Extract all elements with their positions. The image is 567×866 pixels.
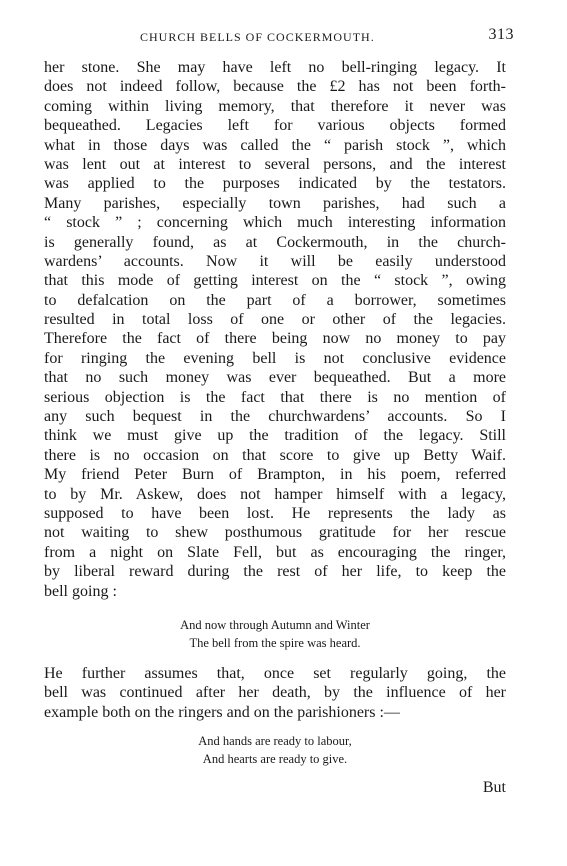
text-line: wardens’ accounts. Now it will be easily understood (44, 252, 506, 270)
paragraph (44, 664, 506, 722)
text-line: serious objection is the fact that there is no mention of (44, 388, 506, 406)
text-line: does not indeed follow, because the £2 has not been forth- (44, 78, 506, 96)
text-line: there is no occasion on that score to give up Betty Waif. (44, 446, 506, 464)
text-line: bell going : (44, 582, 117, 600)
text-line: “ stock ” ; concerning which much interesting information (44, 214, 506, 232)
text-line: any such bequest in the churchwardens’ accounts. So I (44, 408, 506, 426)
text-line: to by Mr. Askew, does not hamper himself with a legacy, (44, 485, 506, 503)
text-line: resulted in total loss of one or other of the legacies. (44, 311, 506, 329)
text-line: supposed to have been lost. He represents the lady as (44, 504, 506, 522)
text-line: her stone. She may have left no bell-ringing legacy. It (44, 59, 506, 76)
text-line: Therefore the fact of there being now no money to pay (44, 330, 506, 348)
page-number: 313 (488, 26, 514, 43)
text-line: Many parishes, especially town parishes, had such a (44, 194, 506, 212)
text-line: from a night on Slate Fell, but as encouraging the ringer, (44, 543, 506, 561)
text-line: He further assumes that, once set regularly going, the (44, 664, 506, 682)
body-text (44, 58, 506, 797)
text-line: for ringing the evening bell is not conclusive evidence (44, 349, 506, 367)
verse-line: And hands are ready to labour, (198, 734, 352, 749)
verse-line: The bell from the spire was heard. (189, 635, 361, 650)
text-line: was lent out at interest to several persons, and the interest (44, 155, 506, 173)
text-line: by liberal reward during the rest of her life, to keep the (44, 563, 506, 581)
running-title: CHURCH BELLS OF COCKERMOUTH. (140, 30, 375, 44)
running-head (44, 26, 514, 48)
catchword: But (482, 779, 506, 797)
verse-line: And hearts are ready to give. (202, 752, 348, 767)
text-line: My friend Peter Burn of Brampton, in his poem, referred (44, 466, 506, 484)
text-line: is generally found, as at Cockermouth, in the church- (44, 233, 506, 251)
text-line: coming within living memory, that therefore it never was (44, 97, 506, 115)
text-line: what in those days was called the “ parish stock ”, which (44, 136, 506, 154)
text-line: example both on the ringers and on the parishioners :— (44, 703, 400, 721)
text-line: was applied to the purposes indicated by the testators. (44, 175, 506, 193)
text-line: bequeathed. Legacies left for various objects formed (44, 117, 506, 135)
verse-quotation (44, 616, 506, 652)
text-line: bell was continued after her death, by the influence of her (44, 684, 506, 702)
paragraph (44, 58, 506, 601)
text-line: that no such money was ever bequeathed. But a more (44, 369, 506, 387)
text-line: to defalcation on the part of a borrower, sometimes (44, 291, 506, 309)
text-line: think we must give up the tradition of the legacy. Still (44, 427, 506, 445)
text-line: not waiting to shew posthumous gratitude for her rescue (44, 524, 506, 542)
verse-quotation (44, 732, 506, 768)
text-line: that this mode of getting interest on the “ stock ”, owing (44, 272, 506, 290)
verse-line: And now through Autumn and Winter (180, 617, 370, 632)
